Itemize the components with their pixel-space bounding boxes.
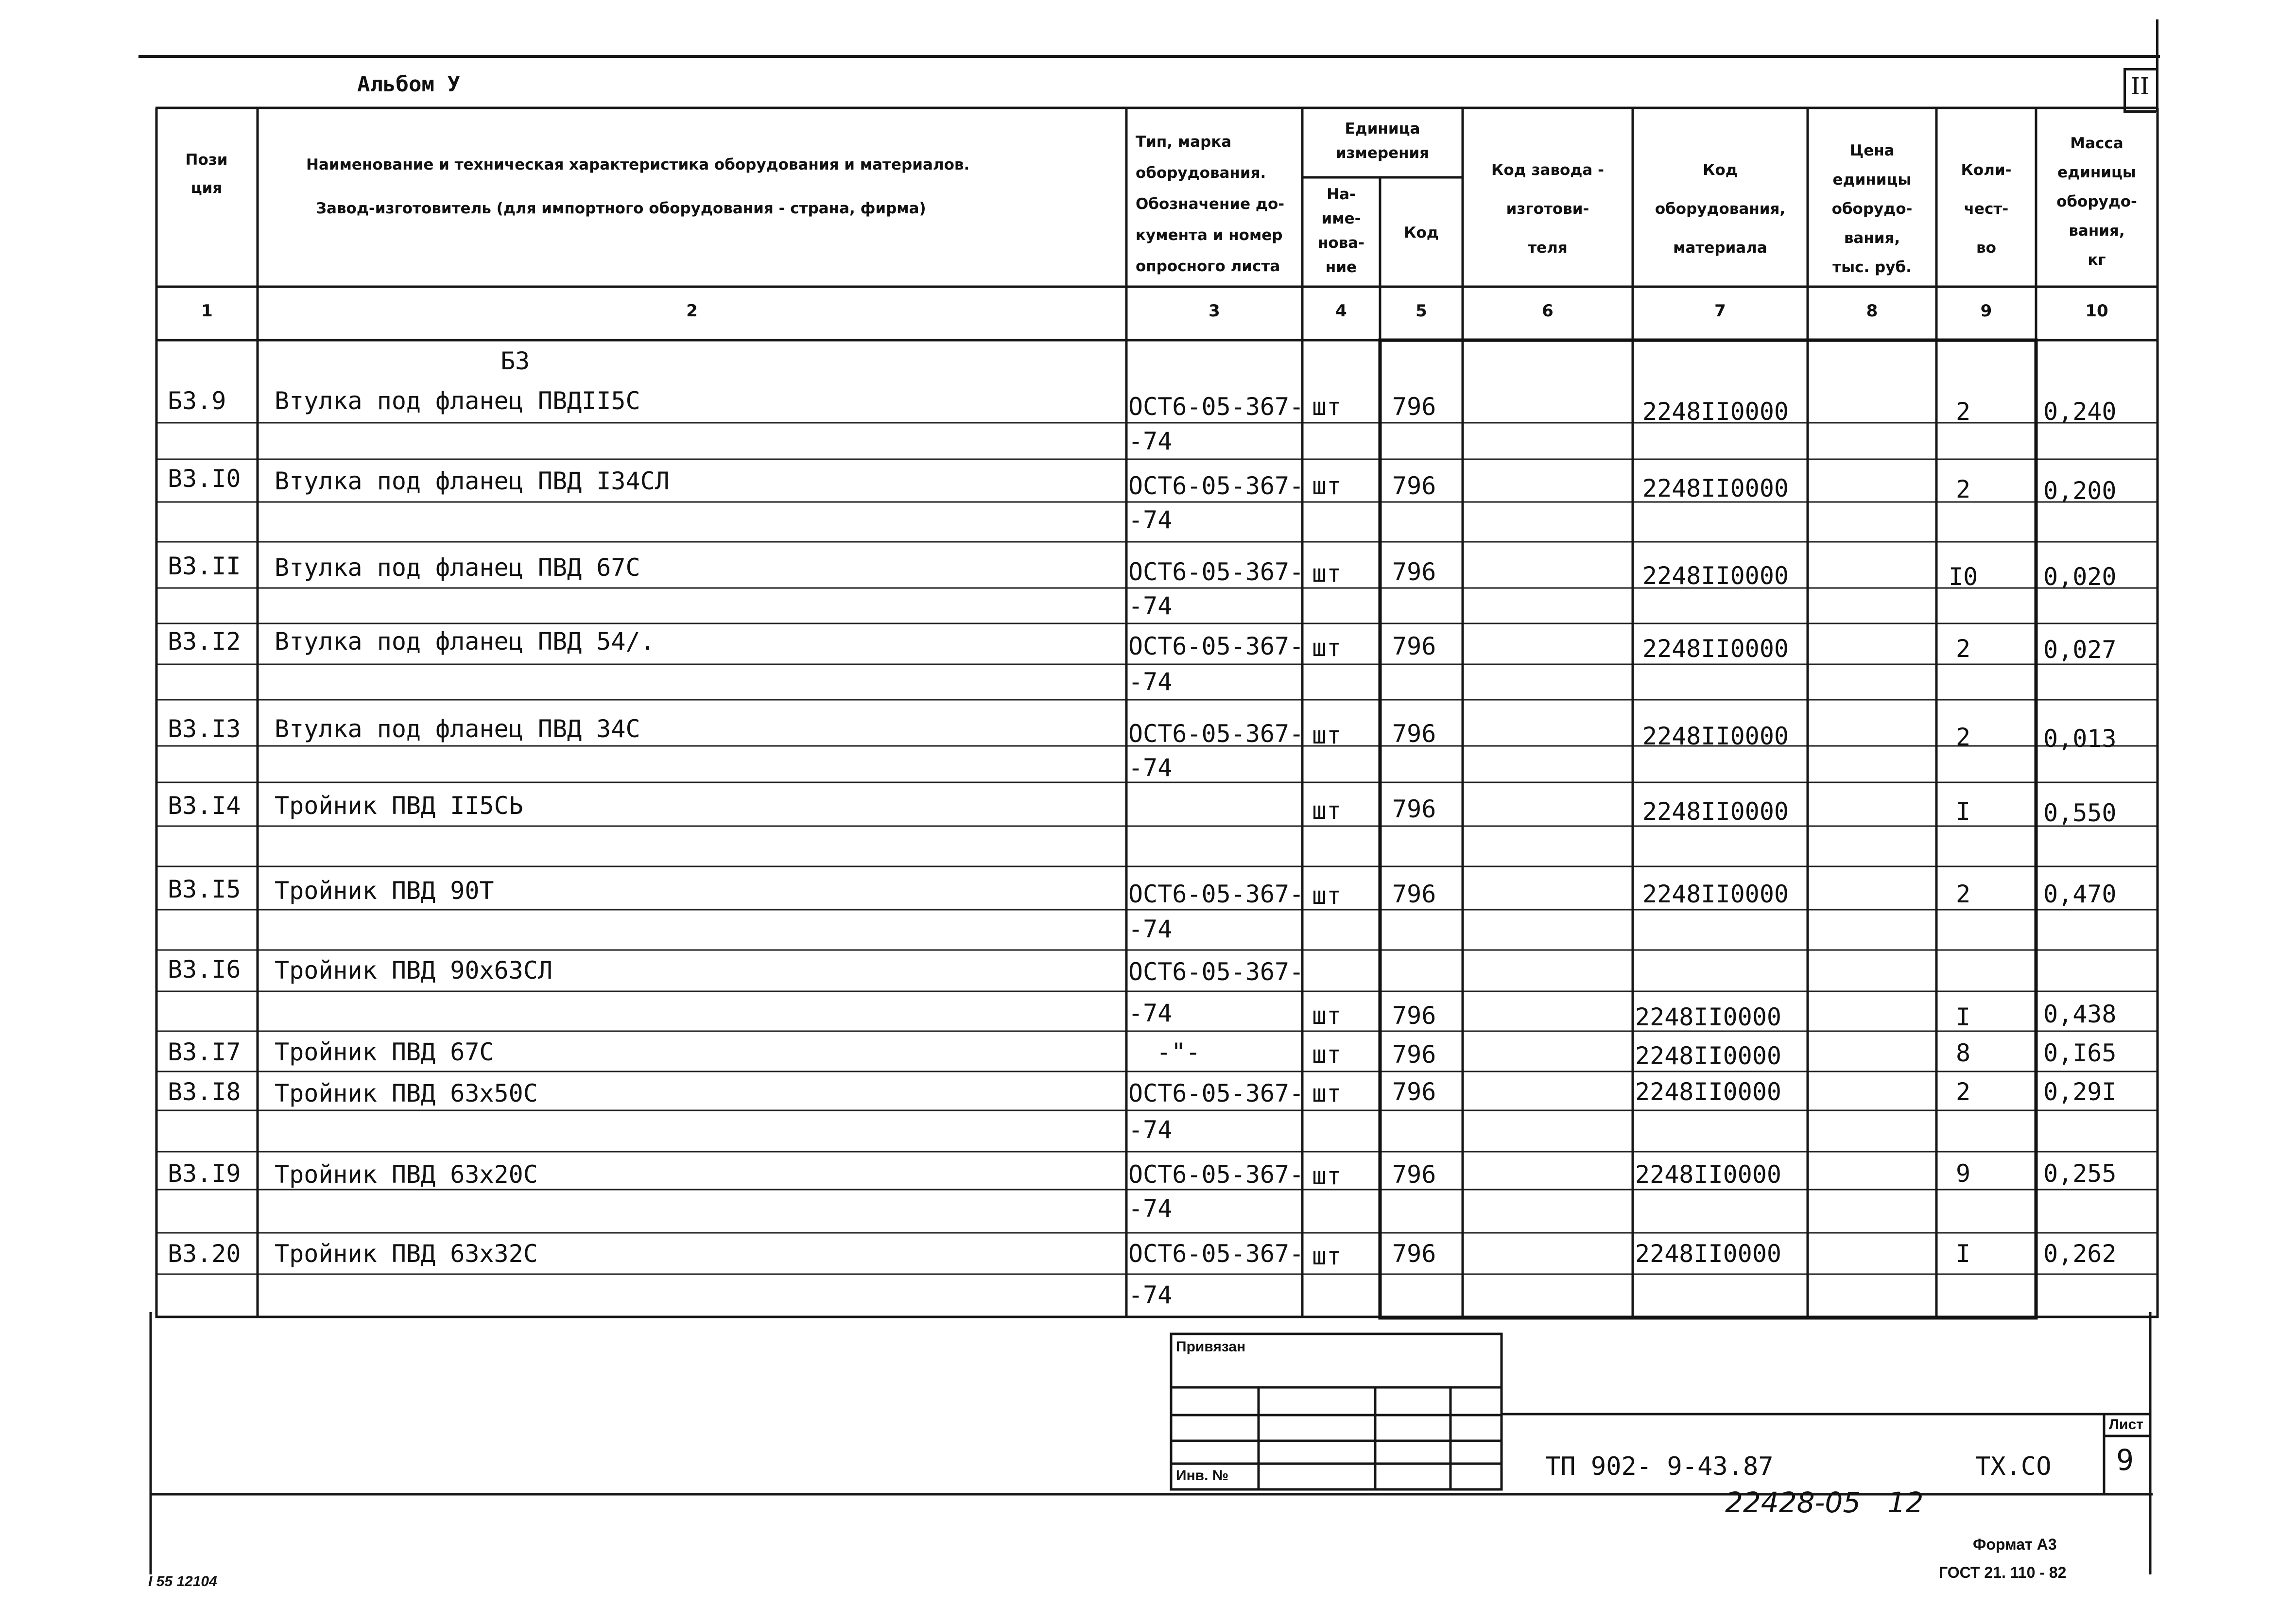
row-unit: шт [1312,393,1342,421]
row-mass: 0,550 [2043,799,2117,827]
stamp-sheet-label: Лист [2109,1417,2143,1433]
row-quantity: I [1956,797,1971,826]
row-document-cont: -74 [1128,754,1173,782]
row-document-cont: -74 [1128,506,1173,534]
row-unit-code: 796 [1392,795,1436,823]
row-name: Тройник ПВД 63х20С [275,1160,538,1189]
row-position: В3.I8 [168,1078,241,1106]
header-unit-price: Цена единицы оборудо- вания, тыс. руб. [1831,142,1913,276]
row-document: ОСТ6-05-367- [1128,558,1304,586]
stamp-mark: ТХ.СО [1975,1452,2052,1481]
row-quantity: I0 [1949,563,1978,591]
row-mass: 0,200 [2043,477,2117,505]
row-position: В3.I9 [168,1159,241,1188]
row-quantity: 9 [1956,1159,1971,1188]
row-position: В3.I5 [168,875,241,903]
row-mass: 0,262 [2043,1240,2117,1268]
row-unit-code: 796 [1392,393,1436,421]
stamp-designation: ТП 902- 9-43.87 [1545,1452,1774,1481]
row-equipment-code: 2248II0000 [1642,562,1789,590]
section-title: Б3 [501,347,530,375]
row-quantity: 2 [1956,880,1971,908]
row-position: В3.I7 [168,1038,241,1066]
row-mass: 0,013 [2043,725,2117,753]
column-number-4: 4 [1335,301,1347,321]
row-unit: шт [1312,472,1342,500]
row-position: В3.I4 [168,792,241,820]
stamp-handwritten-number: 22428-05 12 [1725,1486,1924,1519]
column-number-8: 8 [1866,301,1878,321]
row-document: ОСТ6-05-367- [1128,880,1304,908]
stamp-privyazan: Привязан [1176,1339,1246,1355]
stamp-format: Формат А3 [1973,1536,2057,1553]
row-document-cont: -74 [1128,668,1173,696]
stamp-gost: ГОСТ 21. 110 - 82 [1939,1564,2067,1581]
row-mass: 0,438 [2043,1000,2117,1028]
row-document: ОСТ6-05-367- [1128,393,1304,421]
header-position: Пози ция [185,151,228,197]
row-equipment-code: 2248II0000 [1642,722,1789,750]
row-mass: 0,470 [2043,880,2117,908]
column-number-10: 10 [2085,301,2108,321]
row-mass: 0,29I [2043,1078,2117,1106]
row-position: В3.I2 [168,627,241,656]
row-document-cont: -74 [1128,999,1173,1027]
row-document-cont: -74 [1128,1194,1173,1223]
row-name: Втулка под фланец ПВДII5С [275,387,640,415]
row-equipment-code: 2248II0000 [1642,474,1789,502]
row-unit: шт [1312,721,1342,749]
row-unit: шт [1312,634,1342,662]
row-quantity: 2 [1956,723,1971,751]
row-equipment-code: 2248II0000 [1635,1078,1782,1106]
row-position: В3.I0 [168,465,241,493]
row-document: ОСТ6-05-367- [1128,632,1304,660]
row-unit-code: 796 [1392,1002,1436,1030]
header-unit-mass: Масса единицы оборудо- вания, кг [2056,135,2137,269]
row-equipment-code: 2248II0000 [1635,1240,1782,1268]
sheet-corner-number: II [2131,73,2149,100]
row-name: Втулка под фланец ПВД I34СЛ [275,467,670,495]
row-unit: шт [1312,1002,1342,1030]
row-document-cont: -74 [1128,1281,1173,1309]
row-unit-code: 796 [1392,720,1436,748]
row-document: ОСТ6-05-367- [1128,472,1304,500]
row-mass: 0,020 [2043,563,2117,591]
row-position: В3.I6 [168,955,241,984]
row-quantity: 2 [1956,397,1971,426]
row-unit-code: 796 [1392,632,1436,660]
column-number-7: 7 [1714,301,1726,321]
row-name: Тройник ПВД II5СЬ [275,792,523,820]
stamp-sheet-number: 9 [2116,1443,2134,1477]
row-unit-code: 796 [1392,880,1436,908]
row-position: В3.20 [168,1240,241,1268]
column-number-9: 9 [1980,301,1992,321]
row-position: Б3.9 [168,387,226,415]
row-name: Втулка под фланец ПВД 67С [275,553,640,582]
row-unit-code: 796 [1392,1160,1436,1189]
row-unit: шт [1312,559,1342,588]
header-quantity: Коли- чест- во [1961,161,2012,257]
row-document: ОСТ6-05-367- [1128,1240,1304,1268]
row-name: Втулка под фланец ПВД 54/. [275,627,655,656]
row-unit-code: 796 [1392,1240,1436,1268]
row-position: В3.I3 [168,715,241,743]
row-mass: 0,I65 [2043,1039,2117,1067]
column-number-5: 5 [1416,301,1427,321]
row-mass: 0,027 [2043,636,2117,664]
row-document: ОСТ6-05-367- [1128,720,1304,748]
header-name-line1: Наименование и техническая характеристика оборудования и материалов. [306,156,970,173]
row-unit-code: 796 [1392,472,1436,500]
header-type: Тип, марка оборудования. Обозначение до- кумента и номер опросного листа [1136,133,1285,275]
row-document-cont: -74 [1128,427,1173,455]
header-name-line2: Завод-изготовитель (для импортного оборудования - страна, фирма) [316,200,926,217]
row-unit: шт [1312,1242,1342,1270]
header-unit-code: Код [1404,224,1439,242]
row-equipment-code: 2248II0000 [1642,635,1789,663]
row-position: В3.II [168,552,241,580]
row-unit-code: 796 [1392,1078,1436,1106]
header-plant-code: Код завода - изготови- теля [1491,161,1604,257]
row-quantity: 8 [1956,1039,1971,1067]
header-unit-name: На- име- нова- ние [1317,186,1365,276]
row-equipment-code: 2248II0000 [1635,1003,1782,1031]
row-unit: шт [1312,1079,1342,1107]
column-number-1: 1 [201,301,213,321]
row-document: -"- [1157,1038,1201,1066]
stamp-inventory-number: Инв. № [1176,1468,1229,1484]
stamp-archive-number: I 55 12104 [148,1573,217,1590]
row-document-cont: -74 [1128,915,1173,943]
row-name: Тройник ПВД 63х50С [275,1079,538,1107]
row-quantity: 2 [1956,475,1971,503]
row-equipment-code: 2248II0000 [1642,797,1789,826]
row-quantity: I [1956,1240,1971,1268]
row-quantity: 2 [1956,635,1971,663]
row-name: Втулка под фланец ПВД 34С [275,715,640,743]
row-unit: шт [1312,796,1342,825]
header-equipment-code: Код оборудования, материала [1655,161,1786,257]
header-unit-group: Единица измерения [1335,120,1430,162]
column-number-2: 2 [686,301,698,321]
row-equipment-code: 2248II0000 [1635,1042,1782,1070]
column-number-3: 3 [1208,301,1220,321]
row-document: ОСТ6-05-367- [1128,958,1304,986]
row-equipment-code: 2248II0000 [1635,1160,1782,1189]
row-name: Тройник ПВД 63х32С [275,1240,538,1268]
row-document: ОСТ6-05-367- [1128,1160,1304,1189]
row-unit: шт [1312,1040,1342,1069]
row-name: Тройник ПВД 90Т [275,877,494,905]
row-unit: шт [1312,1162,1342,1190]
row-unit-code: 796 [1392,558,1436,586]
row-unit-code: 796 [1392,1040,1436,1069]
row-name: Тройник ПВД 90х63СЛ [275,956,552,985]
row-quantity: I [1956,1003,1971,1031]
row-mass: 0,255 [2043,1159,2117,1188]
row-equipment-code: 2248II0000 [1642,397,1789,426]
row-document-cont: -74 [1128,1116,1173,1144]
album-label: Альбом У [357,72,460,97]
row-unit: шт [1312,881,1342,910]
column-number-6: 6 [1542,301,1554,321]
row-quantity: 2 [1956,1078,1971,1106]
row-name: Тройник ПВД 67С [275,1038,494,1066]
row-equipment-code: 2248II0000 [1642,880,1789,908]
row-mass: 0,240 [2043,397,2117,426]
row-document-cont: -74 [1128,592,1173,620]
row-document: ОСТ6-05-367- [1128,1079,1304,1107]
